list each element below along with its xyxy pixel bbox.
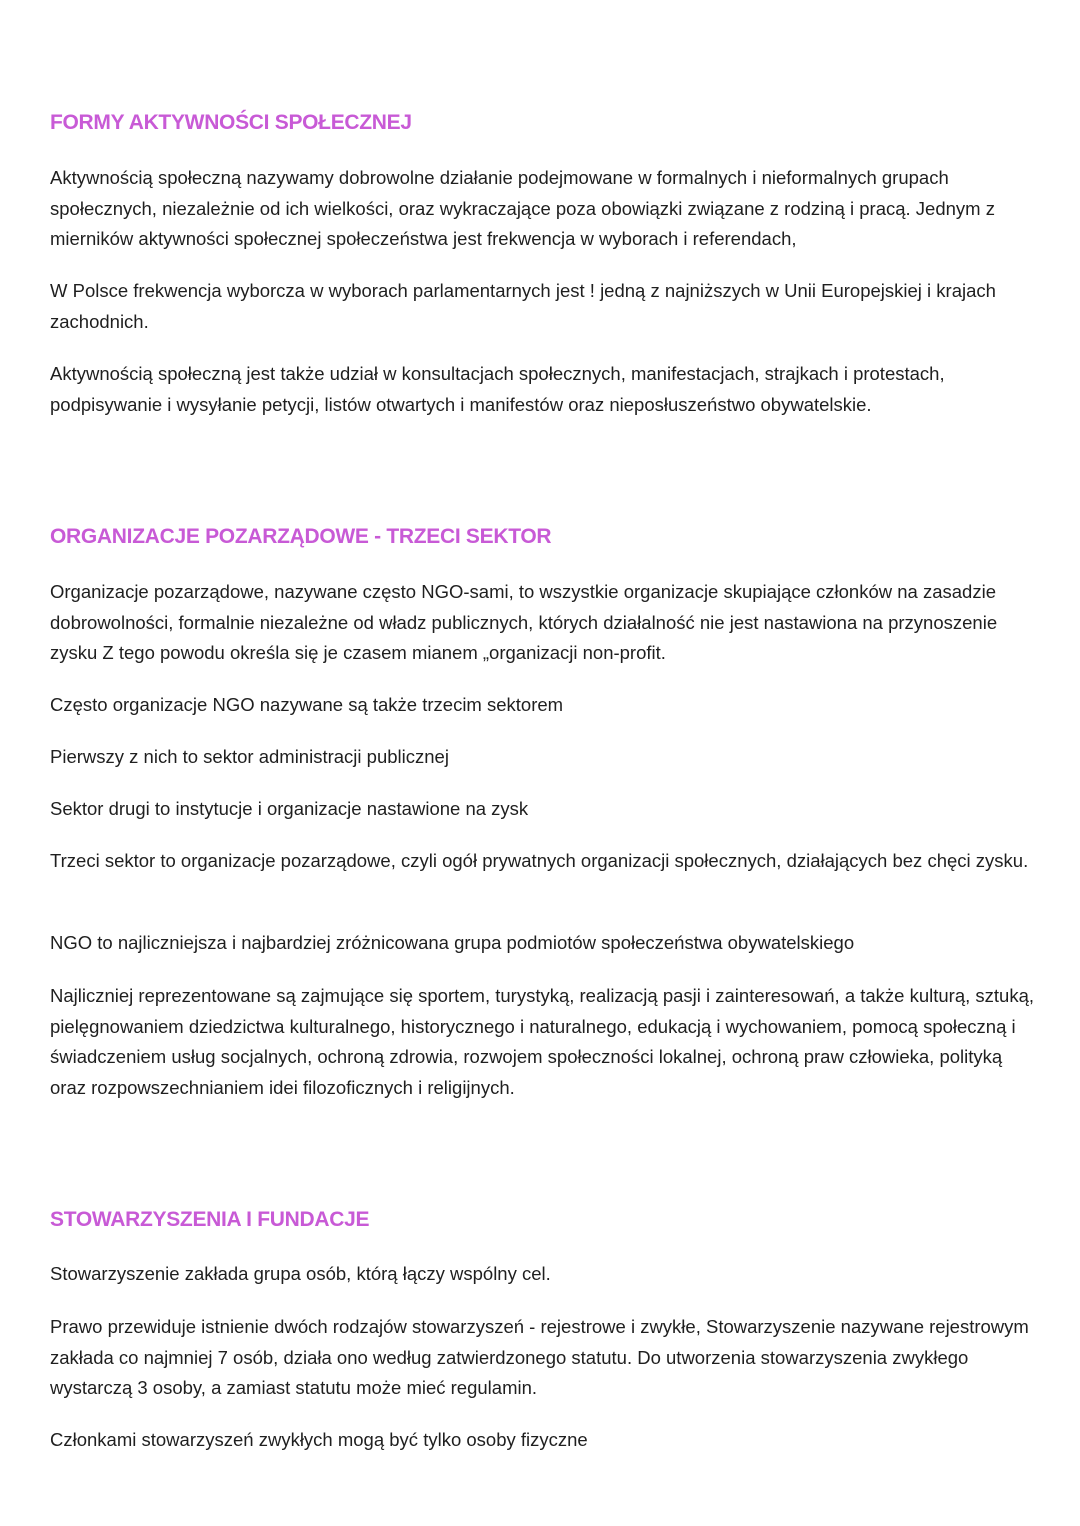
paragraph: Aktywnością społeczną nazywamy dobrowolne działanie podejmowane w formalnych i nieformalnych grupach społecznych, niezależnie od ich wielkości, oraz wykraczające poza obowiązki związane z rodziną i pracą. Jednym z mierników aktywności społecznej społeczeństwa jest frekwencja w wyborach i referendach, xyxy=(50,167,995,249)
paragraph: NGO to najliczniejsza i najbardziej zróżnicowana grupa podmiotów społeczeństwa obywatelskiego xyxy=(50,932,855,953)
section-heading-associations: STOWARZYSZENIA I FUNDACJE xyxy=(50,1208,370,1231)
paragraph: Często organizacje NGO nazywane są także trzecim sektorem xyxy=(50,694,564,715)
paragraph: Prawo przewiduje istnienie dwóch rodzajów stowarzyszeń - rejestrowe i zwykłe, Stowarzyszenie nazywane rejestrowym zakłada co najmniej 7 osób, działa ono według zatwierdzonego statutu. Do utworzenia stowarzyszenia zwykłego wystarczą 3 osoby, a zamiast statutu może mieć regulamin. xyxy=(50,1316,1029,1398)
section-heading-social-activity: FORMY AKTYWNOŚCI SPOŁECZNEJ xyxy=(50,111,412,134)
paragraph: Członkami stowarzyszeń zwykłych mogą być tylko osoby fizyczne xyxy=(50,1429,588,1450)
paragraph: W Polsce frekwencja wyborcza w wyborach parlamentarnych jest ! jedną z najniższych w Unii Europejskiej i krajach zachodnich. xyxy=(50,280,996,332)
section-heading-ngo: ORGANIZACJE POZARZĄDOWE - TRZECI SEKTOR xyxy=(50,525,552,548)
paragraph: Trzeci sektor to organizacje pozarządowe, czyli ogół prywatnych organizacji społecznych, działających bez chęci zysku. xyxy=(50,850,1029,871)
paragraph: Pierwszy z nich to sektor administracji publicznej xyxy=(50,746,449,767)
paragraph: Najliczniej reprezentowane są zajmujące się sportem, turystyką, realizacją pasji i zainteresowań, a także kulturą, sztuką, pielęgnowaniem dziedzictwa kulturalnego, historycznego i naturalnego, edukacją i wychowaniem, pomocą społeczną i świadczeniem usług socjalnych, ochroną zdrowia, rozwojem społeczności lokalnej, ochroną praw człowieka, polityką oraz rozpowszechnianiem idei filozoficznych i religijnych. xyxy=(50,985,1035,1098)
paragraph: Stowarzyszenie zakłada grupa osób, którą łączy wspólny cel. xyxy=(50,1263,551,1284)
paragraph: Aktywnością społeczną jest także udział w konsultacjach społecznych, manifestacjach, strajkach i protestach, podpisywanie i wysyłanie petycji, listów otwartych i manifestów oraz nieposłuszeństwo obywatelskie. xyxy=(50,363,945,415)
paragraph: Sektor drugi to instytucje i organizacje nastawione na zysk xyxy=(50,798,529,819)
paragraph: Organizacje pozarządowe, nazywane często NGO-sami, to wszystkie organizacje skupiające członków na zasadzie dobrowolności, formalnie niezależne od władz publicznych, których działalność nie jest nastawiona na przynoszenie zysku Z tego powodu określa się je czasem mianem „organizacji non-profit. xyxy=(50,581,998,663)
